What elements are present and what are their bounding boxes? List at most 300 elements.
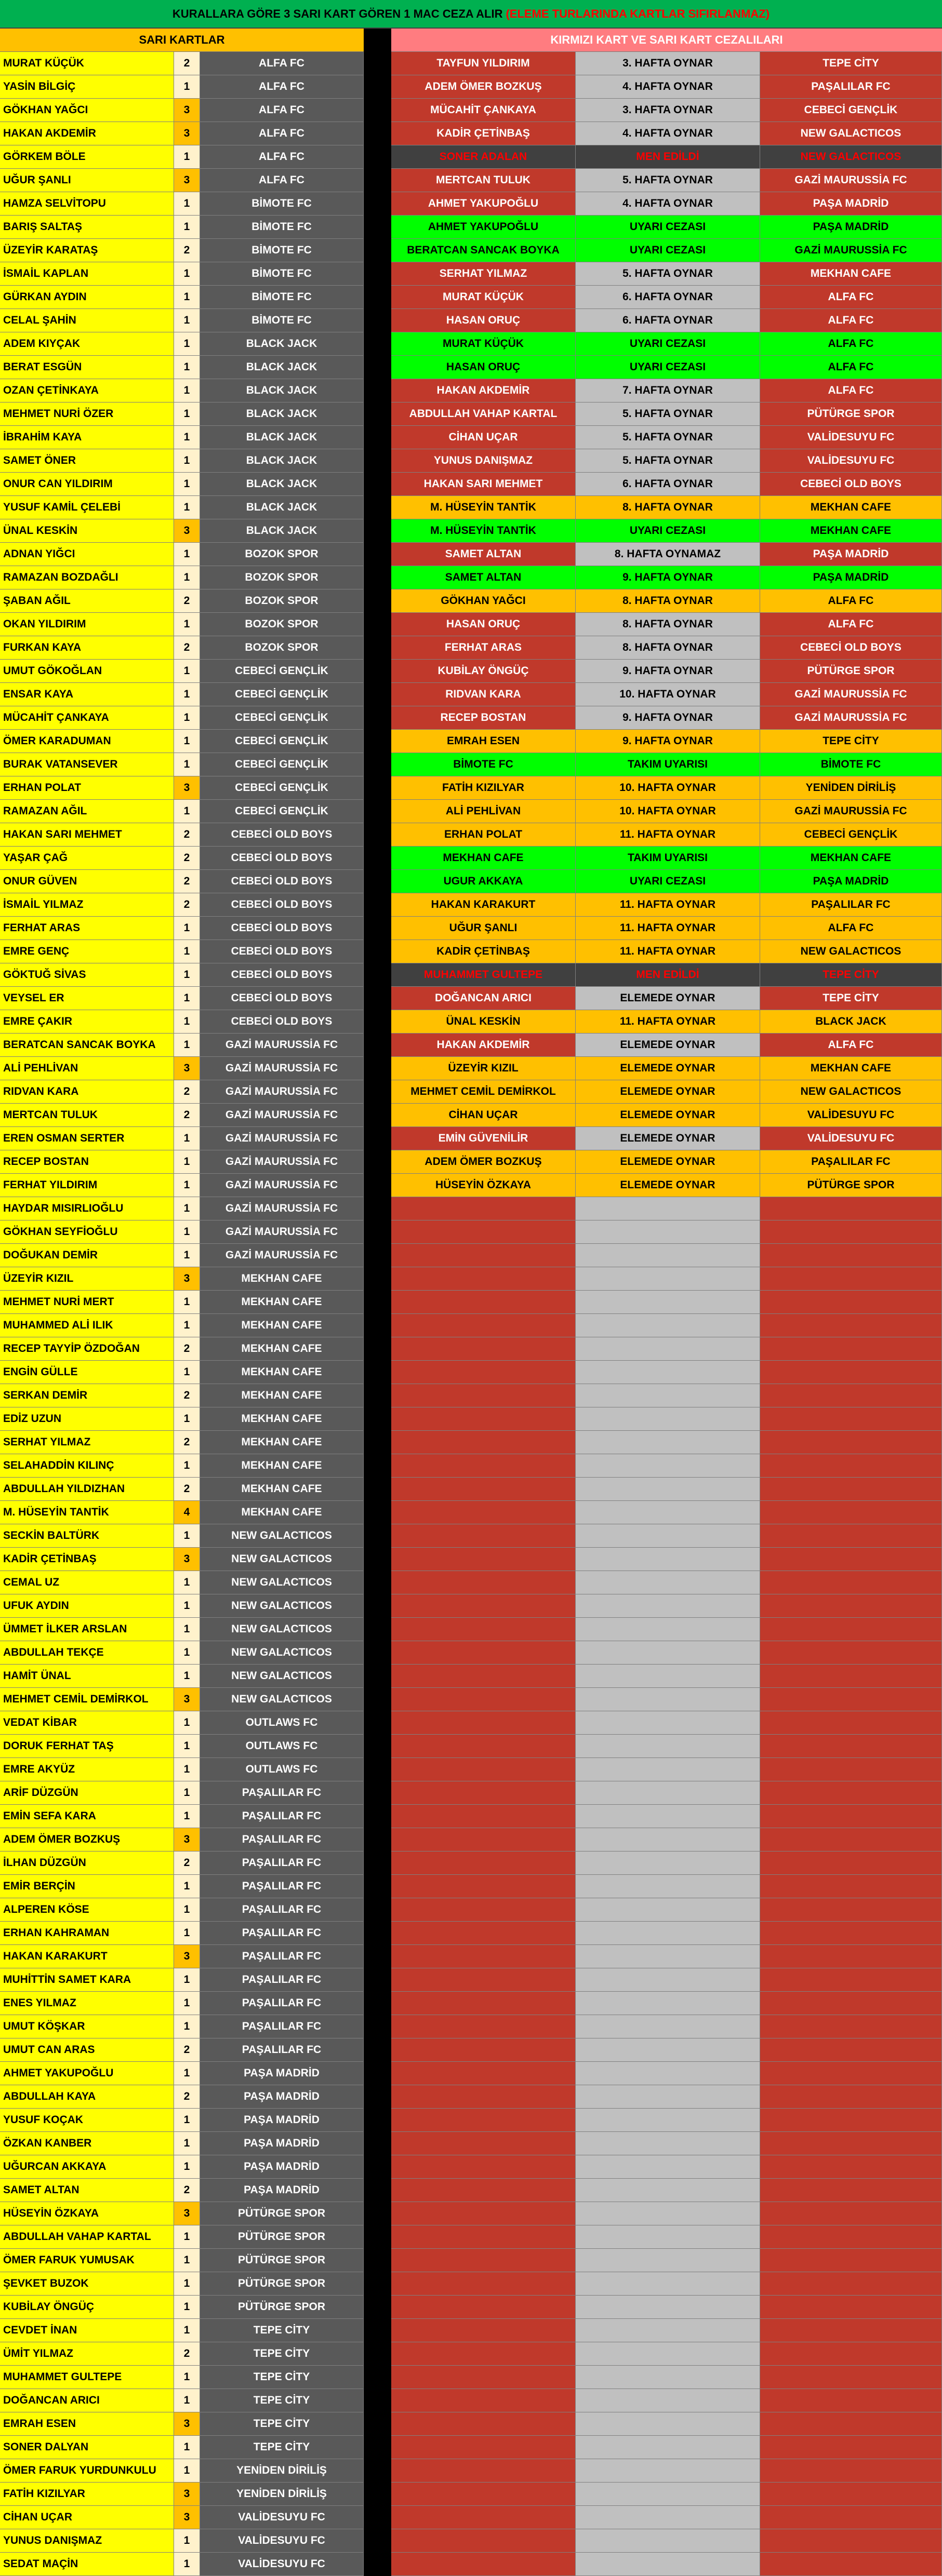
team-cell[interactable]: CEBECİ OLD BOYS: [200, 870, 364, 893]
yellow-card-count-cell[interactable]: 1: [174, 683, 200, 706]
team-cell[interactable]: OUTLAWS FC: [200, 1758, 364, 1781]
penalty-status-cell[interactable]: 4. HAFTA OYNAR: [576, 122, 760, 145]
player-name-cell[interactable]: ÜZEYİR KIZIL: [0, 1267, 174, 1291]
penalized-player-cell[interactable]: BERATCAN SANCAK BOYKA: [391, 239, 576, 262]
yellow-card-count-cell[interactable]: 1: [174, 2529, 200, 2553]
yellow-card-count-cell[interactable]: 1: [174, 379, 200, 403]
team-cell[interactable]: CEBECİ OLD BOYS: [200, 917, 364, 940]
penalized-team-cell[interactable]: CEBECİ OLD BOYS: [760, 473, 942, 496]
team-cell[interactable]: MEKHAN CAFE: [200, 1267, 364, 1291]
empty-cell[interactable]: [760, 1337, 942, 1361]
player-name-cell[interactable]: MUHAMMET GULTEPE: [0, 2366, 174, 2389]
yellow-card-count-cell[interactable]: 1: [174, 2553, 200, 2576]
penalty-status-cell[interactable]: 4. HAFTA OYNAR: [576, 75, 760, 99]
yellow-card-count-cell[interactable]: 1: [174, 987, 200, 1010]
penalized-player-cell[interactable]: CİHAN UÇAR: [391, 426, 576, 449]
penalized-player-cell[interactable]: KADİR ÇETİNBAŞ: [391, 122, 576, 145]
penalized-team-cell[interactable]: PÜTÜRGE SPOR: [760, 1174, 942, 1197]
penalized-player-cell[interactable]: ADEM ÖMER BOZKUŞ: [391, 1150, 576, 1174]
penalty-status-cell[interactable]: 9. HAFTA OYNAR: [576, 566, 760, 589]
team-cell[interactable]: PAŞALILAR FC: [200, 1968, 364, 1992]
penalized-player-cell[interactable]: EMİN GÜVENİLİR: [391, 1127, 576, 1150]
team-cell[interactable]: NEW GALACTICOS: [200, 1665, 364, 1688]
penalized-team-cell[interactable]: VALİDESUYU FC: [760, 1104, 942, 1127]
empty-cell[interactable]: [391, 1478, 576, 1501]
penalty-status-cell[interactable]: ELEMEDE OYNAR: [576, 1080, 760, 1104]
player-name-cell[interactable]: M. HÜSEYİN TANTİK: [0, 1501, 174, 1524]
empty-cell[interactable]: [576, 2249, 760, 2272]
yellow-card-count-cell[interactable]: 2: [174, 1337, 200, 1361]
player-name-cell[interactable]: DORUK FERHAT TAŞ: [0, 1735, 174, 1758]
empty-cell[interactable]: [391, 2483, 576, 2506]
yellow-card-count-cell[interactable]: 1: [174, 262, 200, 286]
yellow-card-count-cell[interactable]: 1: [174, 613, 200, 636]
empty-cell[interactable]: [760, 1478, 942, 1501]
team-cell[interactable]: CEBECİ GENÇLİK: [200, 753, 364, 776]
empty-cell[interactable]: [391, 1524, 576, 1548]
yellow-card-count-cell[interactable]: 1: [174, 2132, 200, 2155]
empty-cell[interactable]: [391, 1875, 576, 1898]
player-name-cell[interactable]: ABDULLAH VAHAP KARTAL: [0, 2225, 174, 2249]
penalized-player-cell[interactable]: MÜCAHİT ÇANKAYA: [391, 99, 576, 122]
empty-cell[interactable]: [391, 1361, 576, 1384]
yellow-card-count-cell[interactable]: 1: [174, 192, 200, 216]
penalty-status-cell[interactable]: 6. HAFTA OYNAR: [576, 309, 760, 332]
penalty-status-cell[interactable]: UYARI CEZASI: [576, 239, 760, 262]
empty-cell[interactable]: [760, 2038, 942, 2062]
yellow-card-count-cell[interactable]: 1: [174, 2015, 200, 2038]
empty-cell[interactable]: [576, 1337, 760, 1361]
penalized-player-cell[interactable]: ÜNAL KESKİN: [391, 1010, 576, 1034]
team-cell[interactable]: PAŞALILAR FC: [200, 1781, 364, 1805]
team-cell[interactable]: PAŞA MADRİD: [200, 2155, 364, 2179]
player-name-cell[interactable]: RAMAZAN AĞIL: [0, 800, 174, 823]
team-cell[interactable]: BİMOTE FC: [200, 286, 364, 309]
team-cell[interactable]: PÜTÜRGE SPOR: [200, 2202, 364, 2225]
player-name-cell[interactable]: HAKAN KARAKURT: [0, 1945, 174, 1968]
empty-cell[interactable]: [760, 2202, 942, 2225]
player-name-cell[interactable]: HAKAN AKDEMİR: [0, 122, 174, 145]
team-cell[interactable]: PAŞA MADRİD: [200, 2132, 364, 2155]
yellow-card-count-cell[interactable]: 2: [174, 1478, 200, 1501]
empty-cell[interactable]: [576, 1220, 760, 1244]
team-cell[interactable]: CEBECİ OLD BOYS: [200, 963, 364, 987]
player-name-cell[interactable]: YUNUS DANIŞMAZ: [0, 2529, 174, 2553]
team-cell[interactable]: CEBECİ GENÇLİK: [200, 776, 364, 800]
yellow-card-count-cell[interactable]: 1: [174, 2062, 200, 2085]
empty-cell[interactable]: [391, 1922, 576, 1945]
empty-cell[interactable]: [391, 1454, 576, 1478]
empty-cell[interactable]: [760, 2506, 942, 2529]
empty-cell[interactable]: [391, 2389, 576, 2412]
empty-cell[interactable]: [576, 1244, 760, 1267]
player-name-cell[interactable]: GÖKHAN YAĞCI: [0, 99, 174, 122]
yellow-card-count-cell[interactable]: 1: [174, 216, 200, 239]
yellow-card-count-cell[interactable]: 1: [174, 1524, 200, 1548]
empty-cell[interactable]: [576, 2179, 760, 2202]
team-cell[interactable]: TEPE CİTY: [200, 2319, 364, 2342]
penalty-status-cell[interactable]: 8. HAFTA OYNAR: [576, 636, 760, 660]
empty-cell[interactable]: [760, 1875, 942, 1898]
player-name-cell[interactable]: UĞURCAN AKKAYA: [0, 2155, 174, 2179]
penalized-team-cell[interactable]: NEW GALACTICOS: [760, 122, 942, 145]
player-name-cell[interactable]: UMUT CAN ARAS: [0, 2038, 174, 2062]
yellow-card-count-cell[interactable]: 3: [174, 99, 200, 122]
team-cell[interactable]: BLACK JACK: [200, 496, 364, 519]
empty-cell[interactable]: [760, 1314, 942, 1337]
empty-cell[interactable]: [391, 1407, 576, 1431]
empty-cell[interactable]: [576, 2506, 760, 2529]
penalized-player-cell[interactable]: HAKAN AKDEMİR: [391, 379, 576, 403]
penalized-player-cell[interactable]: UĞUR ŞANLI: [391, 917, 576, 940]
player-name-cell[interactable]: YUSUF KOÇAK: [0, 2109, 174, 2132]
penalty-status-cell[interactable]: ELEMEDE OYNAR: [576, 1034, 760, 1057]
empty-cell[interactable]: [391, 2085, 576, 2109]
empty-cell[interactable]: [576, 2412, 760, 2436]
penalized-player-cell[interactable]: M. HÜSEYİN TANTİK: [391, 519, 576, 543]
penalty-status-cell[interactable]: UYARI CEZASI: [576, 519, 760, 543]
penalized-team-cell[interactable]: MEKHAN CAFE: [760, 1057, 942, 1080]
empty-cell[interactable]: [391, 2062, 576, 2085]
player-name-cell[interactable]: DOĞUKAN DEMİR: [0, 1244, 174, 1267]
penalty-status-cell[interactable]: 10. HAFTA OYNAR: [576, 683, 760, 706]
team-cell[interactable]: NEW GALACTICOS: [200, 1571, 364, 1594]
player-name-cell[interactable]: CELAL ŞAHİN: [0, 309, 174, 332]
empty-cell[interactable]: [576, 2296, 760, 2319]
player-name-cell[interactable]: ONUR GÜVEN: [0, 870, 174, 893]
player-name-cell[interactable]: SAMET ALTAN: [0, 2179, 174, 2202]
empty-cell[interactable]: [760, 1758, 942, 1781]
team-cell[interactable]: PAŞALILAR FC: [200, 2038, 364, 2062]
empty-cell[interactable]: [760, 1735, 942, 1758]
empty-cell[interactable]: [391, 1828, 576, 1852]
penalty-status-cell[interactable]: 4. HAFTA OYNAR: [576, 192, 760, 216]
yellow-card-count-cell[interactable]: 1: [174, 660, 200, 683]
penalized-team-cell[interactable]: TEPE CİTY: [760, 730, 942, 753]
empty-cell[interactable]: [576, 1431, 760, 1454]
yellow-card-count-cell[interactable]: 1: [174, 2366, 200, 2389]
team-cell[interactable]: PÜTÜRGE SPOR: [200, 2272, 364, 2296]
yellow-card-count-cell[interactable]: 3: [174, 169, 200, 192]
team-cell[interactable]: BİMOTE FC: [200, 239, 364, 262]
penalty-status-cell[interactable]: 5. HAFTA OYNAR: [576, 262, 760, 286]
player-name-cell[interactable]: HAMİT ÜNAL: [0, 1665, 174, 1688]
player-name-cell[interactable]: UMUT KÖŞKAR: [0, 2015, 174, 2038]
team-cell[interactable]: CEBECİ OLD BOYS: [200, 1010, 364, 1034]
yellow-card-count-cell[interactable]: 1: [174, 1174, 200, 1197]
player-name-cell[interactable]: EMRE AKYÜZ: [0, 1758, 174, 1781]
empty-cell[interactable]: [760, 2109, 942, 2132]
player-name-cell[interactable]: YAŞAR ÇAĞ: [0, 847, 174, 870]
team-cell[interactable]: MEKHAN CAFE: [200, 1337, 364, 1361]
empty-cell[interactable]: [391, 1805, 576, 1828]
player-name-cell[interactable]: SECKİN BALTÜRK: [0, 1524, 174, 1548]
yellow-card-count-cell[interactable]: 1: [174, 1361, 200, 1384]
empty-cell[interactable]: [760, 2015, 942, 2038]
yellow-card-count-cell[interactable]: 2: [174, 893, 200, 917]
empty-cell[interactable]: [760, 1384, 942, 1407]
player-name-cell[interactable]: MERTCAN TULUK: [0, 1104, 174, 1127]
empty-cell[interactable]: [576, 1735, 760, 1758]
empty-cell[interactable]: [576, 1594, 760, 1618]
penalized-player-cell[interactable]: RECEP BOSTAN: [391, 706, 576, 730]
penalized-team-cell[interactable]: PAŞALILAR FC: [760, 1150, 942, 1174]
empty-cell[interactable]: [760, 1641, 942, 1665]
yellow-card-count-cell[interactable]: 1: [174, 356, 200, 379]
empty-cell[interactable]: [760, 2553, 942, 2576]
team-cell[interactable]: VALİDESUYU FC: [200, 2553, 364, 2576]
team-cell[interactable]: GAZİ MAURUSSİA FC: [200, 1057, 364, 1080]
yellow-card-count-cell[interactable]: 1: [174, 1571, 200, 1594]
yellow-card-count-cell[interactable]: 2: [174, 870, 200, 893]
yellow-card-count-cell[interactable]: 1: [174, 566, 200, 589]
team-cell[interactable]: TEPE CİTY: [200, 2389, 364, 2412]
empty-cell[interactable]: [576, 2436, 760, 2459]
penalized-player-cell[interactable]: AHMET YAKUPOĞLU: [391, 192, 576, 216]
player-name-cell[interactable]: ABDULLAH YILDIZHAN: [0, 1478, 174, 1501]
penalized-player-cell[interactable]: ALİ PEHLİVAN: [391, 800, 576, 823]
team-cell[interactable]: BOZOK SPOR: [200, 589, 364, 613]
penalized-player-cell[interactable]: HASAN ORUÇ: [391, 356, 576, 379]
yellow-card-count-cell[interactable]: 2: [174, 2038, 200, 2062]
yellow-card-count-cell[interactable]: 3: [174, 1828, 200, 1852]
empty-cell[interactable]: [576, 1618, 760, 1641]
empty-cell[interactable]: [576, 2459, 760, 2483]
penalized-player-cell[interactable]: CİHAN UÇAR: [391, 1104, 576, 1127]
player-name-cell[interactable]: ÜNAL KESKİN: [0, 519, 174, 543]
penalty-status-cell[interactable]: ELEMEDE OYNAR: [576, 1127, 760, 1150]
penalized-team-cell[interactable]: GAZİ MAURUSSİA FC: [760, 800, 942, 823]
empty-cell[interactable]: [576, 1922, 760, 1945]
team-cell[interactable]: MEKHAN CAFE: [200, 1454, 364, 1478]
empty-cell[interactable]: [576, 1688, 760, 1711]
penalized-team-cell[interactable]: TEPE CİTY: [760, 963, 942, 987]
yellow-card-count-cell[interactable]: 2: [174, 636, 200, 660]
yellow-card-count-cell[interactable]: 2: [174, 1104, 200, 1127]
empty-cell[interactable]: [391, 2015, 576, 2038]
player-name-cell[interactable]: EMRE GENÇ: [0, 940, 174, 963]
empty-cell[interactable]: [391, 1197, 576, 1220]
team-cell[interactable]: NEW GALACTICOS: [200, 1594, 364, 1618]
player-name-cell[interactable]: ADEM KIYÇAK: [0, 332, 174, 356]
penalized-team-cell[interactable]: PAŞA MADRİD: [760, 566, 942, 589]
team-cell[interactable]: GAZİ MAURUSSİA FC: [200, 1104, 364, 1127]
team-cell[interactable]: GAZİ MAURUSSİA FC: [200, 1127, 364, 1150]
empty-cell[interactable]: [760, 1665, 942, 1688]
penalty-status-cell[interactable]: 7. HAFTA OYNAR: [576, 379, 760, 403]
team-cell[interactable]: YENİDEN DİRİLİŞ: [200, 2459, 364, 2483]
team-cell[interactable]: BLACK JACK: [200, 449, 364, 473]
team-cell[interactable]: GAZİ MAURUSSİA FC: [200, 1174, 364, 1197]
team-cell[interactable]: CEBECİ GENÇLİK: [200, 730, 364, 753]
team-cell[interactable]: BLACK JACK: [200, 426, 364, 449]
team-cell[interactable]: NEW GALACTICOS: [200, 1524, 364, 1548]
player-name-cell[interactable]: ENSAR KAYA: [0, 683, 174, 706]
player-name-cell[interactable]: CEMAL UZ: [0, 1571, 174, 1594]
empty-cell[interactable]: [391, 1220, 576, 1244]
penalized-team-cell[interactable]: CEBECİ GENÇLİK: [760, 99, 942, 122]
penalized-player-cell[interactable]: MEKHAN CAFE: [391, 847, 576, 870]
empty-cell[interactable]: [576, 1781, 760, 1805]
yellow-card-count-cell[interactable]: 1: [174, 730, 200, 753]
empty-cell[interactable]: [760, 1594, 942, 1618]
empty-cell[interactable]: [760, 1922, 942, 1945]
team-cell[interactable]: BİMOTE FC: [200, 216, 364, 239]
yellow-card-count-cell[interactable]: 1: [174, 1244, 200, 1267]
empty-cell[interactable]: [760, 1805, 942, 1828]
empty-cell[interactable]: [576, 1968, 760, 1992]
penalty-status-cell[interactable]: 5. HAFTA OYNAR: [576, 169, 760, 192]
empty-cell[interactable]: [576, 1992, 760, 2015]
player-name-cell[interactable]: EMRAH ESEN: [0, 2412, 174, 2436]
penalized-player-cell[interactable]: HAKAN SARI MEHMET: [391, 473, 576, 496]
yellow-card-count-cell[interactable]: 2: [174, 1852, 200, 1875]
player-name-cell[interactable]: BARIŞ SALTAŞ: [0, 216, 174, 239]
player-name-cell[interactable]: SAMET ÖNER: [0, 449, 174, 473]
empty-cell[interactable]: [391, 2459, 576, 2483]
empty-cell[interactable]: [576, 1267, 760, 1291]
yellow-card-count-cell[interactable]: 3: [174, 2506, 200, 2529]
penalized-team-cell[interactable]: PAŞALILAR FC: [760, 75, 942, 99]
team-cell[interactable]: PAŞALILAR FC: [200, 1828, 364, 1852]
penalized-team-cell[interactable]: PÜTÜRGE SPOR: [760, 660, 942, 683]
empty-cell[interactable]: [760, 1688, 942, 1711]
penalty-status-cell[interactable]: 6. HAFTA OYNAR: [576, 473, 760, 496]
player-name-cell[interactable]: MEHMET NURİ ÖZER: [0, 403, 174, 426]
team-cell[interactable]: BLACK JACK: [200, 403, 364, 426]
player-name-cell[interactable]: SELAHADDİN KILINÇ: [0, 1454, 174, 1478]
empty-cell[interactable]: [760, 1781, 942, 1805]
yellow-card-count-cell[interactable]: 4: [174, 1501, 200, 1524]
team-cell[interactable]: BOZOK SPOR: [200, 636, 364, 660]
penalized-team-cell[interactable]: MEKHAN CAFE: [760, 519, 942, 543]
empty-cell[interactable]: [576, 2085, 760, 2109]
yellow-card-count-cell[interactable]: 1: [174, 1407, 200, 1431]
team-cell[interactable]: PAŞALILAR FC: [200, 1992, 364, 2015]
penalized-team-cell[interactable]: ALFA FC: [760, 309, 942, 332]
penalized-player-cell[interactable]: YUNUS DANIŞMAZ: [391, 449, 576, 473]
player-name-cell[interactable]: ERHAN KAHRAMAN: [0, 1922, 174, 1945]
player-name-cell[interactable]: ADEM ÖMER BOZKUŞ: [0, 1828, 174, 1852]
empty-cell[interactable]: [760, 1291, 942, 1314]
empty-cell[interactable]: [576, 1665, 760, 1688]
empty-cell[interactable]: [391, 2179, 576, 2202]
empty-cell[interactable]: [391, 1781, 576, 1805]
player-name-cell[interactable]: EREN OSMAN SERTER: [0, 1127, 174, 1150]
team-cell[interactable]: CEBECİ GENÇLİK: [200, 800, 364, 823]
yellow-card-count-cell[interactable]: 1: [174, 1922, 200, 1945]
penalized-team-cell[interactable]: GAZİ MAURUSSİA FC: [760, 239, 942, 262]
empty-cell[interactable]: [391, 1337, 576, 1361]
penalty-status-cell[interactable]: 9. HAFTA OYNAR: [576, 660, 760, 683]
penalty-status-cell[interactable]: 5. HAFTA OYNAR: [576, 449, 760, 473]
team-cell[interactable]: MEKHAN CAFE: [200, 1501, 364, 1524]
team-cell[interactable]: BLACK JACK: [200, 332, 364, 356]
penalty-status-cell[interactable]: 5. HAFTA OYNAR: [576, 426, 760, 449]
yellow-card-count-cell[interactable]: 1: [174, 1758, 200, 1781]
empty-cell[interactable]: [760, 1548, 942, 1571]
yellow-card-count-cell[interactable]: 2: [174, 1080, 200, 1104]
penalized-team-cell[interactable]: VALİDESUYU FC: [760, 1127, 942, 1150]
team-cell[interactable]: CEBECİ OLD BOYS: [200, 823, 364, 847]
penalty-status-cell[interactable]: MEN EDİLDİ: [576, 963, 760, 987]
penalty-status-cell[interactable]: 10. HAFTA OYNAR: [576, 800, 760, 823]
penalized-team-cell[interactable]: VALİDESUYU FC: [760, 449, 942, 473]
penalty-status-cell[interactable]: ELEMEDE OYNAR: [576, 1174, 760, 1197]
player-name-cell[interactable]: RIDVAN KARA: [0, 1080, 174, 1104]
yellow-card-count-cell[interactable]: 2: [174, 2179, 200, 2202]
yellow-card-count-cell[interactable]: 3: [174, 2202, 200, 2225]
penalized-team-cell[interactable]: CEBECİ OLD BOYS: [760, 636, 942, 660]
team-cell[interactable]: CEBECİ OLD BOYS: [200, 847, 364, 870]
empty-cell[interactable]: [391, 1688, 576, 1711]
empty-cell[interactable]: [391, 1571, 576, 1594]
empty-cell[interactable]: [391, 2529, 576, 2553]
yellow-card-count-cell[interactable]: 1: [174, 1454, 200, 1478]
yellow-card-count-cell[interactable]: 1: [174, 1127, 200, 1150]
empty-cell[interactable]: [760, 2249, 942, 2272]
penalty-status-cell[interactable]: UYARI CEZASI: [576, 332, 760, 356]
player-name-cell[interactable]: VEYSEL ER: [0, 987, 174, 1010]
penalty-status-cell[interactable]: 8. HAFTA OYNAR: [576, 496, 760, 519]
player-name-cell[interactable]: OKAN YILDIRIM: [0, 613, 174, 636]
penalty-status-cell[interactable]: TAKIM UYARISI: [576, 847, 760, 870]
player-name-cell[interactable]: GÖKTUĞ SİVAS: [0, 963, 174, 987]
yellow-card-count-cell[interactable]: 1: [174, 1641, 200, 1665]
empty-cell[interactable]: [760, 2132, 942, 2155]
penalized-team-cell[interactable]: VALİDESUYU FC: [760, 426, 942, 449]
penalized-player-cell[interactable]: MUHAMMET GULTEPE: [391, 963, 576, 987]
penalized-player-cell[interactable]: SAMET ALTAN: [391, 543, 576, 566]
penalized-player-cell[interactable]: SAMET ALTAN: [391, 566, 576, 589]
empty-cell[interactable]: [760, 2319, 942, 2342]
empty-cell[interactable]: [760, 1852, 942, 1875]
team-cell[interactable]: MEKHAN CAFE: [200, 1384, 364, 1407]
yellow-card-count-cell[interactable]: 1: [174, 2225, 200, 2249]
penalized-team-cell[interactable]: MEKHAN CAFE: [760, 262, 942, 286]
player-name-cell[interactable]: ARİF DÜZGÜN: [0, 1781, 174, 1805]
team-cell[interactable]: BOZOK SPOR: [200, 543, 364, 566]
penalized-player-cell[interactable]: AHMET YAKUPOĞLU: [391, 216, 576, 239]
empty-cell[interactable]: [576, 1197, 760, 1220]
empty-cell[interactable]: [576, 2389, 760, 2412]
penalty-status-cell[interactable]: ELEMEDE OYNAR: [576, 987, 760, 1010]
empty-cell[interactable]: [391, 1898, 576, 1922]
yellow-card-count-cell[interactable]: 1: [174, 706, 200, 730]
empty-cell[interactable]: [576, 1898, 760, 1922]
penalized-team-cell[interactable]: NEW GALACTICOS: [760, 1080, 942, 1104]
team-cell[interactable]: MEKHAN CAFE: [200, 1431, 364, 1454]
empty-cell[interactable]: [760, 1898, 942, 1922]
team-cell[interactable]: PAŞALILAR FC: [200, 1922, 364, 1945]
player-name-cell[interactable]: RECEP TAYYİP ÖZDOĞAN: [0, 1337, 174, 1361]
yellow-card-count-cell[interactable]: 1: [174, 2459, 200, 2483]
empty-cell[interactable]: [391, 1548, 576, 1571]
yellow-card-count-cell[interactable]: 1: [174, 1805, 200, 1828]
yellow-card-count-cell[interactable]: 2: [174, 823, 200, 847]
team-cell[interactable]: NEW GALACTICOS: [200, 1618, 364, 1641]
empty-cell[interactable]: [391, 1852, 576, 1875]
penalized-team-cell[interactable]: PAŞALILAR FC: [760, 893, 942, 917]
player-name-cell[interactable]: ÖMER FARUK YURDUNKULU: [0, 2459, 174, 2483]
penalty-status-cell[interactable]: 11. HAFTA OYNAR: [576, 1010, 760, 1034]
empty-cell[interactable]: [576, 2342, 760, 2366]
player-name-cell[interactable]: ENES YILMAZ: [0, 1992, 174, 2015]
team-cell[interactable]: GAZİ MAURUSSİA FC: [200, 1220, 364, 1244]
yellow-card-count-cell[interactable]: 2: [174, 589, 200, 613]
team-cell[interactable]: BLACK JACK: [200, 473, 364, 496]
yellow-card-count-cell[interactable]: 1: [174, 473, 200, 496]
